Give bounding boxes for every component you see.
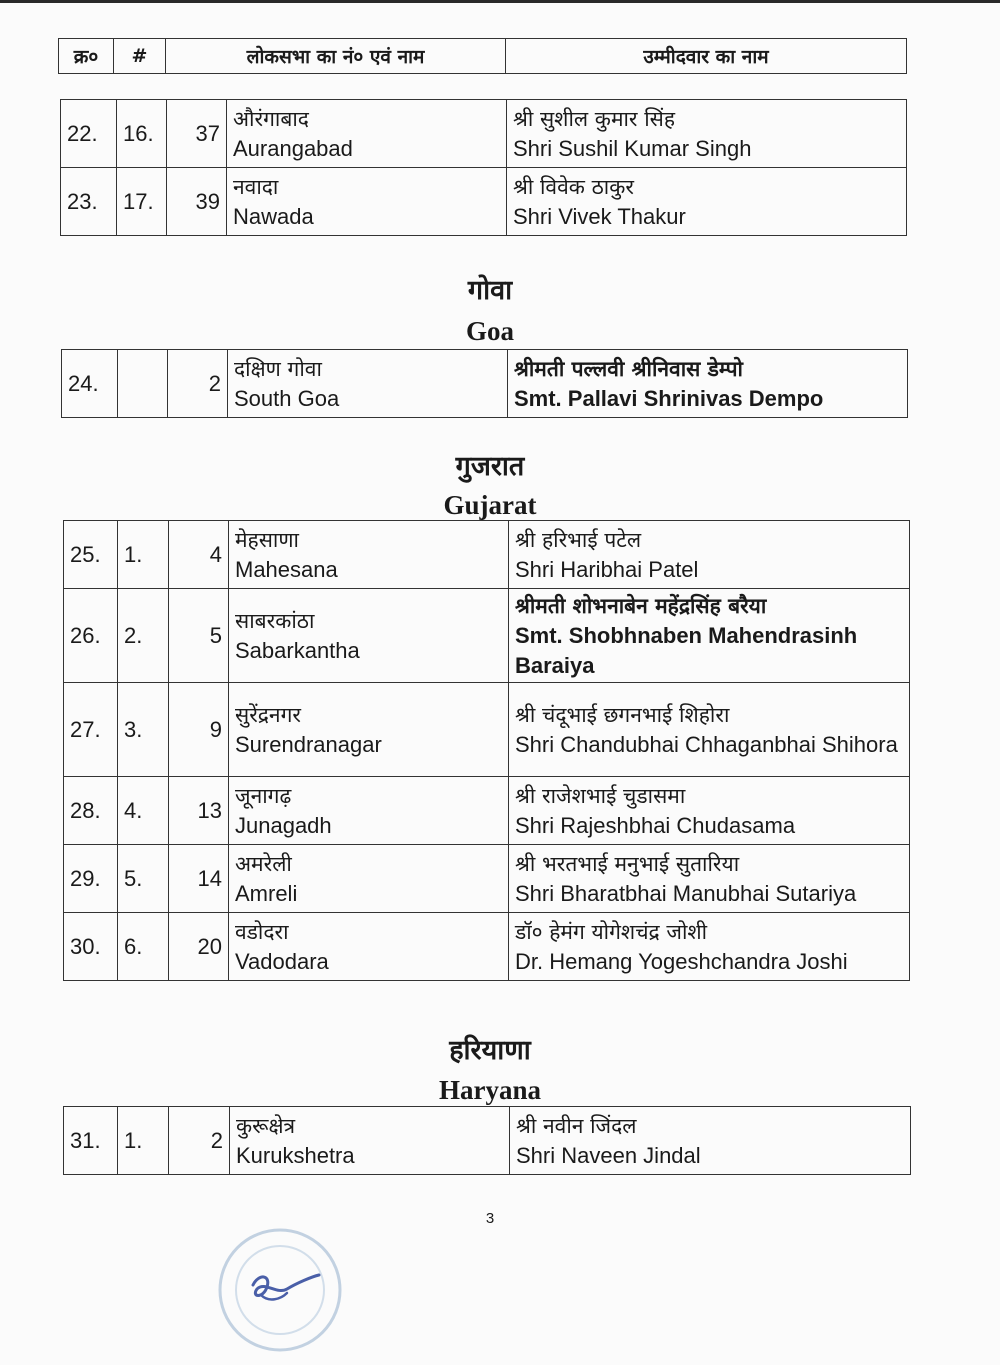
state-title-haryana-en: Haryana — [438, 1075, 541, 1105]
candidate-en: Shri Haribhai Patel — [515, 556, 699, 582]
constituency-cell — [229, 521, 509, 589]
constituency-cell — [230, 1107, 510, 1175]
constituency-cell — [227, 100, 507, 168]
header-loksabha: लोकसभा का नं० एवं नाम — [166, 39, 506, 74]
index-cell — [118, 350, 168, 418]
candidate-en: Shri Bharatbhai Manubhai Sutariya — [515, 880, 857, 906]
candidate-en: Shri Chandubhai Chhaganbhai Shihora — [515, 731, 898, 757]
header-candidate: उम्मीदवार का नाम — [506, 39, 907, 74]
constituency-en: Surendranagar — [235, 731, 382, 757]
state-title-gujarat-hi: गुजरात — [455, 451, 525, 482]
candidate-cell — [508, 350, 908, 418]
state-title-gujarat-en: Gujarat — [443, 490, 537, 520]
constituency-cell — [228, 350, 508, 418]
candidate-hi: डॉ० हेमंग योगेशचंद्र जोशी — [515, 919, 708, 944]
constituency-en: Vadodara — [235, 948, 329, 974]
serial-cell: 25. — [64, 521, 118, 589]
state-title-goa-hi: गोवा — [467, 275, 513, 306]
table-row — [62, 350, 908, 418]
table-row — [64, 845, 910, 913]
candidate-en: Shri Rajeshbhai Chudasama — [515, 812, 796, 838]
candidate-cell — [510, 1107, 911, 1175]
seat-number-cell: 14 — [169, 845, 229, 913]
candidate-cell — [507, 100, 907, 168]
constituency-hi: औरंगाबाद — [233, 106, 309, 131]
index-cell: 1. — [118, 1107, 169, 1175]
table-row — [61, 168, 907, 236]
constituency-hi: साबरकांठा — [235, 608, 315, 633]
index-cell: 5. — [118, 845, 169, 913]
table-row — [64, 589, 910, 683]
constituency-hi: अमरेली — [235, 851, 292, 876]
office-stamp-icon — [215, 1225, 345, 1355]
page-number: 3 — [485, 1210, 495, 1227]
candidate-en: Shri Vivek Thakur — [513, 203, 686, 229]
serial-cell: 31. — [64, 1107, 118, 1175]
seat-number-cell: 5 — [169, 589, 229, 683]
candidate-en: Smt. Pallavi Shrinivas Dempo — [514, 385, 824, 411]
candidate-cell — [509, 683, 910, 777]
constituency-cell — [229, 683, 509, 777]
constituency-en: Mahesana — [235, 556, 338, 582]
index-cell: 1. — [118, 521, 169, 589]
constituency-hi: दक्षिण गोवा — [234, 356, 322, 381]
serial-cell: 23. — [61, 168, 117, 236]
constituency-en: Junagadh — [235, 812, 332, 838]
constituency-cell — [229, 913, 509, 981]
constituency-hi: वडोदरा — [235, 919, 289, 944]
candidate-hi: श्रीमती शोभनाबेन महेंद्रसिंह बरैया — [515, 593, 767, 618]
candidate-en: Dr. Hemang Yogeshchandra Joshi — [515, 948, 848, 974]
seat-number-cell: 9 — [169, 683, 229, 777]
constituency-hi: मेहसाणा — [235, 527, 299, 552]
goa-table — [61, 349, 908, 418]
serial-cell: 26. — [64, 589, 118, 683]
table-row — [64, 1107, 911, 1175]
haryana-table — [63, 1106, 911, 1175]
candidate-hi: श्री विवेक ठाकुर — [513, 174, 634, 199]
serial-cell: 24. — [62, 350, 118, 418]
constituency-en: Amreli — [235, 880, 298, 906]
constituency-en: Sabarkantha — [235, 637, 360, 663]
constituency-hi: नवादा — [233, 174, 279, 199]
constituency-en: Nawada — [233, 203, 314, 229]
header-kra: क्र० — [59, 39, 114, 74]
table-row — [64, 913, 910, 981]
constituency-hi: जूनागढ़ — [235, 783, 292, 808]
index-cell: 4. — [118, 777, 169, 845]
serial-cell: 28. — [64, 777, 118, 845]
constituency-cell — [229, 845, 509, 913]
constituency-en: Kurukshetra — [236, 1142, 355, 1168]
candidate-cell — [509, 913, 910, 981]
constituency-cell — [229, 777, 509, 845]
candidate-hi: श्री सुशील कुमार सिंह — [513, 106, 675, 131]
index-cell: 3. — [118, 683, 169, 777]
candidate-hi: श्री हरिभाई पटेल — [515, 527, 642, 552]
constituency-en: South Goa — [234, 385, 340, 411]
index-cell: 6. — [118, 913, 169, 981]
table-row — [64, 777, 910, 845]
serial-cell: 27. — [64, 683, 118, 777]
candidate-hi: श्री भरतभाई मनुभाई सुतारिया — [515, 851, 740, 876]
top-border-line — [0, 0, 1000, 3]
candidate-hi: श्रीमती पल्लवी श्रीनिवास डेम्पो — [514, 356, 743, 381]
bihar-table — [60, 99, 907, 236]
candidate-cell — [509, 521, 910, 589]
candidate-hi: श्री चंदूभाई छगनभाई शिहोरा — [515, 702, 730, 727]
serial-cell: 30. — [64, 913, 118, 981]
seat-number-cell: 2 — [168, 350, 228, 418]
candidate-cell — [509, 845, 910, 913]
state-title-goa-en: Goa — [465, 316, 514, 346]
seat-number-cell: 37 — [167, 100, 227, 168]
index-cell: 16. — [117, 100, 167, 168]
constituency-hi: सुरेंद्रनगर — [235, 702, 302, 727]
header-table — [58, 38, 907, 74]
constituency-cell — [229, 589, 509, 683]
seat-number-cell: 2 — [169, 1107, 230, 1175]
header-row — [59, 39, 907, 74]
candidate-hi: श्री राजेशभाई चुडासमा — [515, 783, 686, 808]
seat-number-cell: 20 — [169, 913, 229, 981]
candidate-en: Smt. Shobhnaben Mahendrasinh Baraiya — [515, 622, 858, 678]
state-title-haryana-hi: हरियाणा — [449, 1035, 531, 1066]
index-cell: 2. — [118, 589, 169, 683]
constituency-en: Aurangabad — [233, 135, 353, 161]
candidate-en: Shri Naveen Jindal — [516, 1142, 701, 1168]
table-row — [64, 521, 910, 589]
candidate-en: Shri Sushil Kumar Singh — [513, 135, 752, 161]
seat-number-cell: 13 — [169, 777, 229, 845]
candidate-cell — [509, 589, 910, 683]
serial-cell: 22. — [61, 100, 117, 168]
table-row — [61, 100, 907, 168]
index-cell: 17. — [117, 168, 167, 236]
header-hash: # — [114, 39, 166, 74]
table-row — [64, 683, 910, 777]
seat-number-cell: 39 — [167, 168, 227, 236]
seat-number-cell: 4 — [169, 521, 229, 589]
constituency-hi: कुरूक्षेत्र — [236, 1113, 296, 1138]
candidate-cell — [507, 168, 907, 236]
candidate-hi: श्री नवीन जिंदल — [516, 1113, 637, 1138]
gujarat-table — [63, 520, 910, 981]
serial-cell: 29. — [64, 845, 118, 913]
candidate-cell — [509, 777, 910, 845]
constituency-cell — [227, 168, 507, 236]
